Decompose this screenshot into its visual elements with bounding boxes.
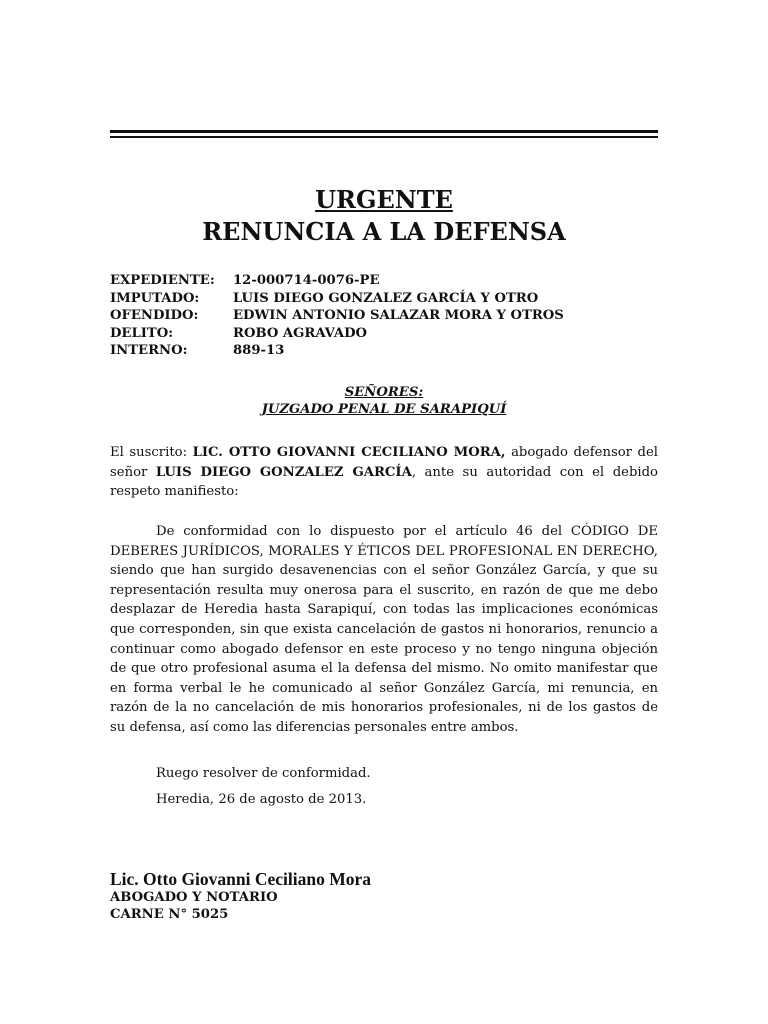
header-rule-thick xyxy=(110,130,658,133)
body-paragraph: De conformidad con lo dispuesto por el artículo 46 del CÓDIGO DE DEBERES JURÍDICOS, MORALES Y ÉTICOS DEL PROFESIONAL EN DERECHO, siendo que han surgido desavenencias con el señor González García, y que su representación resulta muy onerosa para el suscrito, en razón de que me debo desplazar de Heredia hasta Sarapiquí, con todas las implicaciones económicas que corresponden, sin que exista cancelación de gastos ni honorarios, renuncio a continuar como abogado defensor en este proceso y no tengo ninguna objeción de que otro profesional asuma el la defensa del mismo. No omito manifestar que en forma verbal le he comunicado al señor González García, mi renuncia, en razón de la no cancelación de mis honorarios profesionales, ni de los gastos de su defensa, así como las diferencias personales entre ambos. xyxy=(110,524,658,735)
case-row-interno xyxy=(110,342,564,360)
intro-mid: abogado defensor del señor xyxy=(110,445,658,480)
case-row-imputado xyxy=(110,290,564,308)
case-row-expediente xyxy=(110,272,564,290)
signature-name: Lic. Otto Giovanni Ceciliano Mora xyxy=(110,869,372,889)
case-value: 12-000714-0076-PE xyxy=(233,273,380,288)
case-row-ofendido xyxy=(110,307,564,325)
intro-suffix: , ante su autoridad con el debido respeto manifiesto: xyxy=(110,464,658,500)
title-urgente: URGENTE xyxy=(315,185,453,214)
header-rule-thin xyxy=(110,136,658,138)
lawyer-name: LIC. OTTO GIOVANNI CECILIANO MORA, xyxy=(192,445,506,460)
case-label: EXPEDIENTE: xyxy=(110,273,215,288)
closing-request: Ruego resolver de conformidad. xyxy=(156,766,371,781)
signature-carne: CARNE N° 5025 xyxy=(110,907,229,922)
intro-prefix: El suscrito: xyxy=(110,445,193,460)
case-value: EDWIN ANTONIO SALAZAR MORA Y OTROS xyxy=(233,308,564,324)
case-label: INTERNO: xyxy=(110,343,188,359)
addressee-juzgado: JUZGADO PENAL DE SARAPIQUÍ xyxy=(261,402,507,417)
case-label: OFENDIDO: xyxy=(110,308,199,324)
closing-date: Heredia, 26 de agosto de 2013. xyxy=(156,792,367,807)
case-label: DELITO: xyxy=(110,325,174,341)
case-label: IMPUTADO: xyxy=(110,290,200,306)
case-value: LUIS DIEGO GONZALEZ GARCÍA Y OTRO xyxy=(233,290,539,306)
case-value: 889-13 xyxy=(233,343,285,359)
case-row-delito xyxy=(110,325,564,343)
case-value: ROBO AGRAVADO xyxy=(233,325,368,341)
title-renuncia: RENUNCIA A LA DEFENSA xyxy=(202,217,566,246)
client-name: LUIS DIEGO GONZALEZ GARCÍA xyxy=(155,464,412,480)
addressee-senores: SEÑORES: xyxy=(344,385,424,400)
intro-paragraph xyxy=(110,443,658,502)
case-details xyxy=(110,272,564,360)
signature-title: ABOGADO Y NOTARIO xyxy=(110,890,278,905)
